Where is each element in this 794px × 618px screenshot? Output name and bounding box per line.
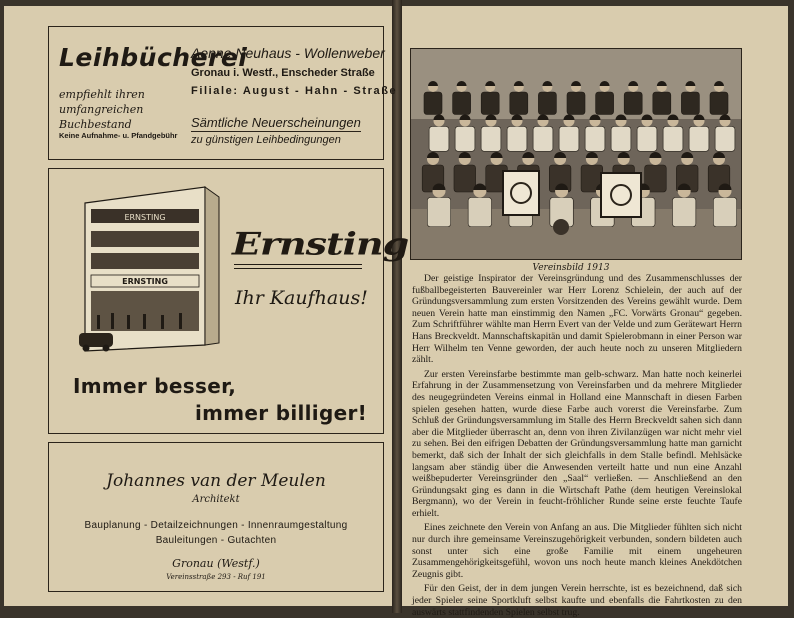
library-new-releases: Sämtliche Neuerscheinungen: [191, 115, 361, 130]
library-owner: Aenne Neuhaus - Wollenweber: [191, 45, 385, 61]
article-body: [412, 273, 742, 618]
store-building-illustration: [77, 175, 227, 360]
library-title: Leihbücherei: [59, 43, 248, 72]
architect-address-phone: Vereinsstraße 293 - Ruf 191: [166, 573, 266, 581]
store-slogan-line1: Immer besser,: [73, 374, 237, 398]
team-photo: [410, 48, 742, 260]
article-paragraph-3: Eines zeichnete den Verein von Anfang an aus. Die Mitglieder fühlten sich nicht nur durch ihre gemeinsame Vereinszugehörigkeit verbunden, sondern bildeten auch sonst unter sich eine große Familie mit einem ungeheuren Zusammengehörigkeitsgefühl, wovon uns noch heute manch kleines Anekdötchen Zeugnis gibt.: [412, 522, 742, 580]
architect-title: Architekt: [192, 494, 240, 505]
architect-services-2: Bauleitungen - Gutachten: [155, 535, 277, 546]
building-sign-top: ERNSTING: [124, 213, 166, 222]
store-ad: [48, 168, 409, 434]
football: [553, 219, 569, 235]
article-paragraph-2: Zur ersten Vereinsfarbe bestimmte man gelb-schwarz. Man hatte noch keinerlei Erfahrung in der Zusammensetzung von Vereinsfarben und da mehrere Mitglieder des neugegründeten Vereins einmal in Holland eine Mannschaft in diesen Farben spielen gesehen hatten, wurde diese Farbe auch vorerst die Vereinsfarbe. Zum Schluß der Gründungsversammlung im Stalle des Herrn Breckveldt sahen sich dann aber die Mitglieder überrascht an, denn von ihren Zivilanzügen war nicht mehr viel zu sehen. Bei den eifrigen Debatten der Gründungsversammlung hatte man garnicht bemerkt, daß sich der Inhalt der sich gleichfalls in dem Stalle befindl. Mehlsäcke langsam aber ständig über die Anwesenden verteilt hatte und nun eine Anzahl weißbepuderter Vereinsgründer den „Saal“ verließen. — Anschließend an den Gründungsakt ging es dann in die Wirtschaft Pathe (dem heutigen Vereinslokal Bergmann), wo der Verein in feucht-fröhlicher Runde seine erste feuchte Taufe erhielt.: [412, 368, 742, 519]
library-branch: Filiale: August - Hahn - Straße: [191, 85, 398, 97]
library-terms: zu günstigen Leihbedingungen: [191, 134, 341, 146]
architect-name: Johannes van der Meulen: [106, 471, 326, 491]
store-logo: Ernsting: [232, 225, 409, 262]
architect-services-1: Bauplanung - Detailzeichnungen - Innenraumgestaltung: [84, 520, 348, 531]
framed-diploma: [503, 171, 539, 215]
building-sign: ERNSTING: [122, 277, 168, 286]
photo-caption: Vereinsbild 1913: [532, 263, 610, 273]
framed-diploma: [601, 173, 641, 217]
article-paragraph-4: Für den Geist, der in dem jungen Verein herrschte, ist es bezeichnend, daß sich jeder Spieler seine Sportkluft selbst kaufte und ebenfalls die Fahrtkosten zu den auswärts stattfindenden Spielen selbst trug.: [412, 583, 742, 618]
store-subtitle: Ihr Kaufhaus!: [235, 287, 368, 309]
store-logo-underline: [234, 264, 362, 269]
architect-ad: [48, 442, 384, 592]
library-fee-note: Keine Aufnahme- u. Pfandgebühr: [59, 131, 178, 140]
architect-city: Gronau (Westf.): [172, 557, 260, 570]
article-paragraph-1: Der geistige Inspirator der Vereinsgründung und des Zusammenschlusses der fußballbegeisterten Bauvereinler war Herr Lorenz Schielein, der auch auf der Gründungsversammlung zum ersten Vorsitzenden des Vereins gewählt wurde. Dem neuen Verein hatte man einstimmig den Namen „FC. Vorwärts Gronau“ gegeben. Zum Schriftführer wählte man Herrn Evert van der Velde und zum Gerätewart Herrn Hans Breckveldt. Mannschaftskapitän und damit Spielerobmann in einer Person war Herr Wilhelm ten Venne geworden, der auch heute noch zu unseren Mitgliedern zählt.: [412, 273, 742, 366]
library-address: Gronau i. Westf., Enscheder Straße: [191, 67, 375, 79]
store-slogan-line2: immer billiger!: [195, 401, 368, 425]
library-ad: [48, 26, 398, 160]
library-tagline: empfiehlt ihren umfangreichen Buchbestand: [59, 88, 145, 131]
